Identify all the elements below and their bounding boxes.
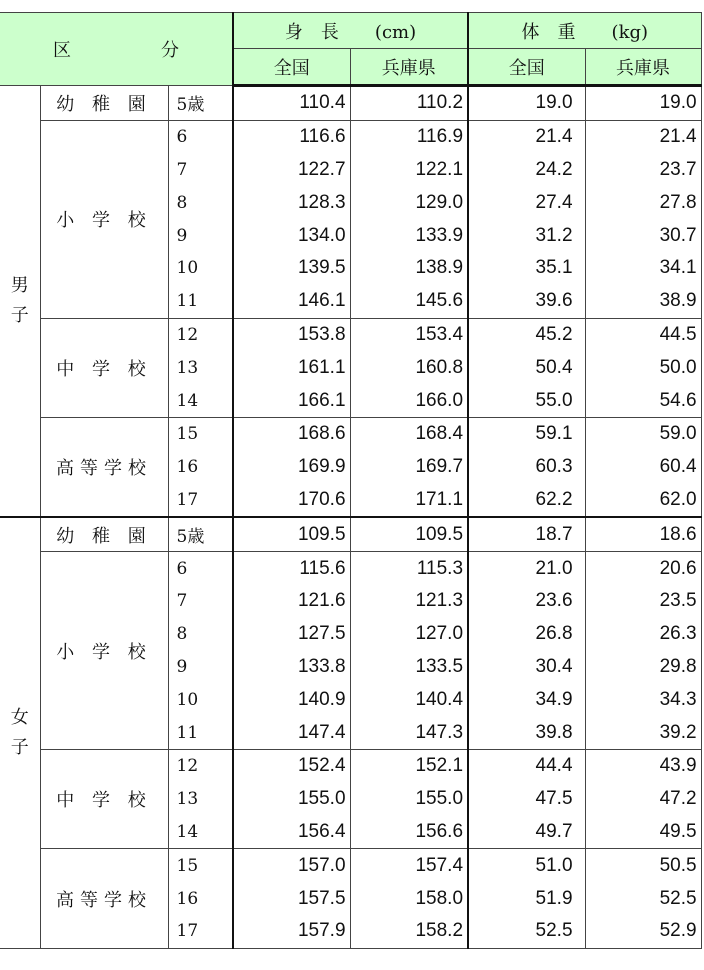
height-hyogo-cell: 127.0 (350, 618, 468, 651)
height-hyogo-cell: 153.4 (350, 318, 468, 351)
height-hyogo-cell: 138.9 (350, 252, 468, 285)
height-hyogo-cell: 157.4 (350, 849, 468, 882)
age-cell: 16 (168, 882, 233, 915)
age-cell: 16 (168, 451, 233, 484)
height-header: 身 長 (cm) (233, 13, 468, 49)
height-national-cell: 147.4 (233, 716, 350, 749)
weight-national-cell: 24.2 (468, 154, 585, 187)
table-row (0, 517, 701, 551)
age-cell: 7 (168, 154, 233, 187)
table-row (0, 120, 701, 153)
age-cell: 17 (168, 484, 233, 518)
height-hyogo-cell: 168.4 (350, 417, 468, 450)
height-national-cell: 128.3 (233, 186, 350, 219)
weight-national-cell: 59.1 (468, 417, 585, 450)
height-hyogo-header: 兵庫県 (350, 49, 468, 86)
school-label: 高等学校 (40, 849, 168, 948)
height-national-cell: 140.9 (233, 683, 350, 716)
height-hyogo-cell: 129.0 (350, 186, 468, 219)
height-hyogo-cell: 156.6 (350, 816, 468, 849)
weight-national-cell: 51.0 (468, 849, 585, 882)
height-hyogo-cell: 171.1 (350, 484, 468, 518)
height-hyogo-cell: 133.5 (350, 651, 468, 684)
table-row (0, 552, 701, 585)
height-national-cell: 156.4 (233, 816, 350, 849)
height-national-cell: 170.6 (233, 484, 350, 518)
weight-national-cell: 39.6 (468, 285, 585, 318)
weight-hyogo-cell: 20.6 (585, 552, 701, 585)
height-hyogo-cell: 160.8 (350, 351, 468, 384)
weight-hyogo-cell: 34.1 (585, 252, 701, 285)
height-hyogo-cell: 152.1 (350, 749, 468, 782)
age-cell: 9 (168, 651, 233, 684)
height-hyogo-cell: 158.0 (350, 882, 468, 915)
height-national-cell: 127.5 (233, 618, 350, 651)
height-national-cell: 169.9 (233, 451, 350, 484)
sex-label: 男 子 (0, 86, 40, 518)
weight-hyogo-cell: 26.3 (585, 618, 701, 651)
height-national-header: 全国 (233, 49, 350, 86)
weight-national-cell: 23.6 (468, 585, 585, 618)
weight-national-cell: 18.7 (468, 517, 585, 551)
weight-hyogo-cell: 50.0 (585, 351, 701, 384)
height-national-cell: 153.8 (233, 318, 350, 351)
weight-hyogo-cell: 54.6 (585, 384, 701, 417)
weight-national-cell: 35.1 (468, 252, 585, 285)
weight-hyogo-cell: 38.9 (585, 285, 701, 318)
weight-national-cell: 19.0 (468, 86, 585, 121)
weight-national-cell: 21.0 (468, 552, 585, 585)
height-hyogo-cell: 169.7 (350, 451, 468, 484)
table-row (0, 417, 701, 450)
height-hyogo-cell: 155.0 (350, 783, 468, 816)
weight-hyogo-cell: 23.7 (585, 154, 701, 187)
height-national-cell: 121.6 (233, 585, 350, 618)
age-cell: 11 (168, 716, 233, 749)
weight-hyogo-cell: 52.5 (585, 882, 701, 915)
weight-national-cell: 49.7 (468, 816, 585, 849)
weight-hyogo-cell: 27.8 (585, 186, 701, 219)
weight-national-cell: 30.4 (468, 651, 585, 684)
height-national-cell: 139.5 (233, 252, 350, 285)
weight-national-cell: 26.8 (468, 618, 585, 651)
school-label: 中 学 校 (40, 318, 168, 417)
height-hyogo-cell: 145.6 (350, 285, 468, 318)
weight-hyogo-cell: 34.3 (585, 683, 701, 716)
height-national-cell: 152.4 (233, 749, 350, 782)
age-cell: 5歳 (168, 517, 233, 551)
age-cell: 13 (168, 783, 233, 816)
height-hyogo-cell: 140.4 (350, 683, 468, 716)
height-national-cell: 157.9 (233, 915, 350, 948)
height-hyogo-cell: 115.3 (350, 552, 468, 585)
height-national-cell: 146.1 (233, 285, 350, 318)
height-national-cell: 166.1 (233, 384, 350, 417)
school-label: 幼 稚 園 (40, 517, 168, 551)
height-weight-table (0, 12, 702, 949)
category-header: 区 分 (0, 13, 233, 86)
height-national-cell: 133.8 (233, 651, 350, 684)
table-row (0, 318, 701, 351)
weight-hyogo-cell: 60.4 (585, 451, 701, 484)
height-hyogo-cell: 110.2 (350, 86, 468, 121)
weight-national-cell: 62.2 (468, 484, 585, 518)
height-national-cell: 115.6 (233, 552, 350, 585)
height-hyogo-cell: 121.3 (350, 585, 468, 618)
height-hyogo-cell: 158.2 (350, 915, 468, 948)
weight-hyogo-cell: 21.4 (585, 120, 701, 153)
weight-hyogo-cell: 44.5 (585, 318, 701, 351)
weight-national-cell: 60.3 (468, 451, 585, 484)
age-cell: 14 (168, 816, 233, 849)
age-cell: 11 (168, 285, 233, 318)
weight-hyogo-cell: 43.9 (585, 749, 701, 782)
weight-hyogo-cell: 29.8 (585, 651, 701, 684)
weight-national-header: 全国 (468, 49, 585, 86)
height-national-cell: 157.0 (233, 849, 350, 882)
weight-hyogo-cell: 62.0 (585, 484, 701, 518)
age-cell: 8 (168, 618, 233, 651)
weight-hyogo-cell: 49.5 (585, 816, 701, 849)
weight-national-cell: 21.4 (468, 120, 585, 153)
weight-hyogo-cell: 19.0 (585, 86, 701, 121)
school-label: 高等学校 (40, 417, 168, 517)
age-cell: 15 (168, 849, 233, 882)
table-row (0, 849, 701, 882)
height-national-cell: 122.7 (233, 154, 350, 187)
weight-national-cell: 55.0 (468, 384, 585, 417)
school-label: 小 学 校 (40, 552, 168, 750)
weight-national-cell: 51.9 (468, 882, 585, 915)
height-hyogo-cell: 133.9 (350, 219, 468, 252)
weight-hyogo-cell: 50.5 (585, 849, 701, 882)
height-national-cell: 116.6 (233, 120, 350, 153)
weight-hyogo-cell: 59.0 (585, 417, 701, 450)
weight-header: 体 重 (kg) (468, 13, 701, 49)
age-cell: 6 (168, 552, 233, 585)
height-national-cell: 161.1 (233, 351, 350, 384)
weight-national-cell: 34.9 (468, 683, 585, 716)
weight-hyogo-cell: 47.2 (585, 783, 701, 816)
age-cell: 6 (168, 120, 233, 153)
weight-national-cell: 44.4 (468, 749, 585, 782)
age-cell: 14 (168, 384, 233, 417)
weight-hyogo-cell: 23.5 (585, 585, 701, 618)
weight-national-cell: 39.8 (468, 716, 585, 749)
height-hyogo-cell: 166.0 (350, 384, 468, 417)
age-cell: 8 (168, 186, 233, 219)
school-label: 幼 稚 園 (40, 86, 168, 121)
school-label: 中 学 校 (40, 749, 168, 848)
weight-national-cell: 52.5 (468, 915, 585, 948)
age-cell: 13 (168, 351, 233, 384)
weight-hyogo-cell: 18.6 (585, 517, 701, 551)
table-row (0, 749, 701, 782)
age-cell: 12 (168, 318, 233, 351)
age-cell: 9 (168, 219, 233, 252)
height-hyogo-cell: 116.9 (350, 120, 468, 153)
height-hyogo-cell: 109.5 (350, 517, 468, 551)
height-national-cell: 168.6 (233, 417, 350, 450)
age-cell: 15 (168, 417, 233, 450)
weight-national-cell: 50.4 (468, 351, 585, 384)
school-label: 小 学 校 (40, 120, 168, 318)
weight-national-cell: 47.5 (468, 783, 585, 816)
age-cell: 17 (168, 915, 233, 948)
height-national-cell: 109.5 (233, 517, 350, 551)
weight-hyogo-cell: 52.9 (585, 915, 701, 948)
height-hyogo-cell: 147.3 (350, 716, 468, 749)
height-hyogo-cell: 122.1 (350, 154, 468, 187)
height-national-cell: 157.5 (233, 882, 350, 915)
age-cell: 12 (168, 749, 233, 782)
weight-national-cell: 31.2 (468, 219, 585, 252)
age-cell: 10 (168, 683, 233, 716)
height-national-cell: 110.4 (233, 86, 350, 121)
age-cell: 5歳 (168, 86, 233, 121)
weight-national-cell: 45.2 (468, 318, 585, 351)
weight-national-cell: 27.4 (468, 186, 585, 219)
weight-hyogo-cell: 30.7 (585, 219, 701, 252)
weight-hyogo-header: 兵庫県 (585, 49, 701, 86)
height-national-cell: 155.0 (233, 783, 350, 816)
age-cell: 10 (168, 252, 233, 285)
age-cell: 7 (168, 585, 233, 618)
table-row (0, 86, 701, 121)
weight-hyogo-cell: 39.2 (585, 716, 701, 749)
height-national-cell: 134.0 (233, 219, 350, 252)
sex-label: 女 子 (0, 517, 40, 948)
